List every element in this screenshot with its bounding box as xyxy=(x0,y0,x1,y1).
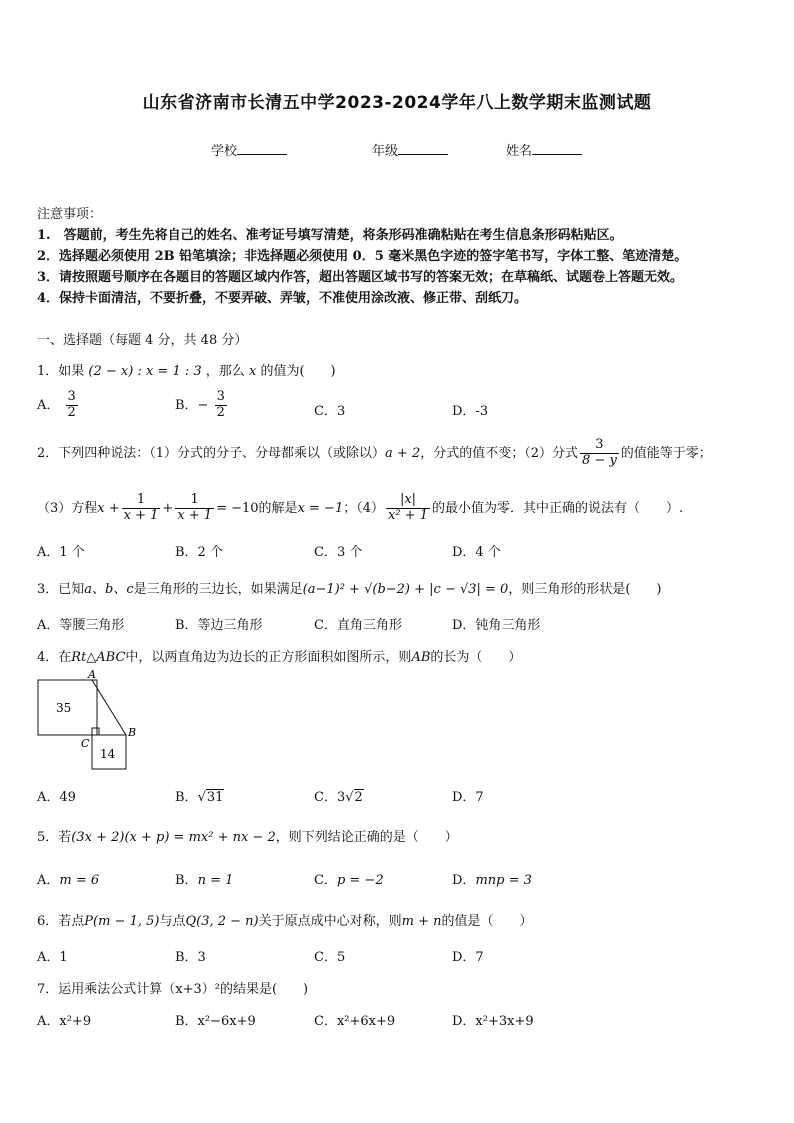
notice-item-2: 2．选择题必须使用 2B 铅笔填涂；非选择题必须使用 0．5 毫米黑色字迹的签字笔书写，字体工整、笔迹清楚。 xyxy=(37,249,688,264)
notice-item-3: 3．请按照题号顺序在各题目的答题区域内作答，超出答题区域书写的答案无效；在草稿纸、试题卷上答题无效。 xyxy=(37,270,684,285)
q2-fraction-1 xyxy=(122,493,161,524)
q3-option-d[interactable]: D．钝角三角形 xyxy=(452,618,541,633)
q4-triangle: Rt△ABC xyxy=(71,650,126,665)
q2-text-g: 的最小值为零．其中正确的说法有（ ）. xyxy=(431,500,684,516)
q2-fraction xyxy=(580,438,619,469)
fraction-denominator: x + 1 xyxy=(177,507,213,523)
q4-option-b-label: B． xyxy=(175,790,198,805)
fraction-numerator: 3 xyxy=(67,389,76,404)
q6-option-c[interactable]: C．5 xyxy=(314,950,346,965)
q5-option-a-label: A． xyxy=(37,873,60,888)
q2-expr: a + 2 xyxy=(385,445,421,461)
square-small-label: 14 xyxy=(100,747,116,761)
q6-option-b[interactable]: B．3 xyxy=(175,950,206,965)
section-heading: 一、选择题（每题 4 分，共 48 分） xyxy=(37,333,248,348)
q5-option-a-expr: m = 6 xyxy=(59,873,100,888)
q2-eq: = −10 xyxy=(216,500,259,516)
q4-option-c[interactable]: C．3√2 xyxy=(314,790,363,805)
q2-sol: x = −1 xyxy=(297,500,344,516)
q5-option-b-expr: n = 1 xyxy=(197,873,234,888)
q3-text-b: 是三角形的三边长，如果满足 xyxy=(133,582,303,597)
q1-num: 1．如果 xyxy=(37,364,85,379)
q3-option-b[interactable]: B．等边三角形 xyxy=(175,618,263,633)
q1-option-a-label: A． xyxy=(37,397,60,413)
grade-field xyxy=(372,140,448,159)
q1-var: x xyxy=(248,364,257,379)
page-title: 山东省济南市长清五中学2023-2024学年八上数学期末监测试题 xyxy=(142,93,652,113)
q6-text-a: 6．若点 xyxy=(37,914,85,929)
notice-item-4: 4．保持卡面清洁，不要折叠，不要弄破、弄皱，不准使用涂改液、修正带、刮纸刀。 xyxy=(37,291,528,306)
q6-option-a[interactable]: A．1 xyxy=(37,950,68,965)
notice-heading: 注意事项： xyxy=(37,207,103,222)
q2-text-d: （3）方程 xyxy=(37,500,98,516)
q6-text-d: 的值是（ ） xyxy=(441,914,533,929)
q1-option-c[interactable]: C．3 xyxy=(314,404,346,419)
q4-option-d[interactable]: D．7 xyxy=(452,790,484,805)
q5-option-b[interactable] xyxy=(175,869,233,888)
question-1 xyxy=(37,360,336,379)
q6-text-c: 关于原点成中心对称，则 xyxy=(258,914,402,929)
q6-mn: m + n xyxy=(401,914,442,929)
q1-option-d[interactable]: D．-3 xyxy=(452,404,489,419)
q5-option-b-label: B． xyxy=(175,873,198,888)
fraction-denominator: x + 1 xyxy=(123,507,159,523)
q1-option-a[interactable] xyxy=(37,390,80,421)
q2-text-f: ；（4） xyxy=(343,500,384,516)
q2-fraction-3 xyxy=(386,493,430,524)
q4-text-a: 4．在 xyxy=(37,650,72,665)
question-2-line-2 xyxy=(37,493,683,524)
q2-plus: + xyxy=(162,500,174,516)
fraction-numerator: 3 xyxy=(580,438,619,454)
notice-item-1: 1. 答题前，考生先将自己的姓名、准考证号填写清楚，将条形码准确粘贴在考生信息条形码粘贴区。 xyxy=(37,228,623,243)
q2-text-b: ，分式的值不变；（2）分式 xyxy=(420,445,579,461)
q3-text-a: 3．已知 xyxy=(37,582,85,597)
question-6 xyxy=(37,910,533,929)
q4-text-b: 中，以两直角边为边长的正方形面积如图所示，则 xyxy=(125,650,412,665)
q2-text-e: 的解是 xyxy=(258,500,298,516)
q4-option-c-radicand: 2 xyxy=(354,790,363,805)
q2-text-c: 的值能等于零； xyxy=(620,445,712,461)
q4-option-b-radicand: 31 xyxy=(206,790,224,805)
school-label: 学校 xyxy=(211,144,238,159)
q4-option-b[interactable]: B．√31 xyxy=(175,790,224,805)
q3-option-c[interactable]: C．直角三角形 xyxy=(314,618,402,633)
fraction-numerator: 1 xyxy=(175,493,214,509)
q1-option-b-label: B．− xyxy=(175,397,209,413)
q5-option-d[interactable] xyxy=(452,869,532,888)
q6-text-b: 与点 xyxy=(159,914,186,929)
fraction-denominator: x² + 1 xyxy=(388,507,428,523)
fraction-denominator: 2 xyxy=(67,404,76,420)
vertex-c-label: C xyxy=(81,737,90,750)
q2-text-a: 2．下列四种说法：（1）分式的分子、分母都乘以（或除以） xyxy=(37,445,386,461)
q5-option-c[interactable] xyxy=(314,869,384,888)
square-big-label: 35 xyxy=(56,701,72,715)
name-field xyxy=(506,140,582,159)
q2-option-c[interactable]: C．3 个 xyxy=(314,545,363,560)
q6-option-d[interactable]: D．7 xyxy=(452,950,484,965)
school-blank xyxy=(237,142,287,155)
q2-x: x + xyxy=(97,500,120,516)
q1-ratio: (2 − x) : x = 1 : 3 xyxy=(88,364,202,379)
q1-option-b[interactable] xyxy=(175,390,229,421)
q6-point-p: P(m − 1, 5) xyxy=(84,914,160,929)
fraction-denominator: 2 xyxy=(216,404,225,420)
q5-option-d-label: D． xyxy=(452,873,476,888)
q2-option-d[interactable]: D．4 个 xyxy=(452,545,501,560)
question-2-line-1 xyxy=(37,438,712,469)
name-blank xyxy=(532,142,582,155)
q2-option-a[interactable]: A．1 个 xyxy=(37,545,85,560)
q5-option-c-expr: p = −2 xyxy=(336,873,384,888)
q4-option-c-label: C．3 xyxy=(314,790,346,805)
q1-end: 的值为( ) xyxy=(260,364,336,379)
q1-option-b-fraction xyxy=(215,390,227,421)
q4-figure xyxy=(30,668,140,772)
q3-text-c: ，则三角形的形状是( ) xyxy=(508,582,662,597)
fraction-numerator: 3 xyxy=(216,389,225,404)
q4-text-c: 的长为（ ） xyxy=(430,650,522,665)
name-label: 姓名 xyxy=(506,144,533,159)
q3-option-a[interactable]: A．等腰三角形 xyxy=(37,618,125,633)
grade-label: 年级 xyxy=(372,144,399,159)
q4-option-a[interactable]: A．49 xyxy=(37,790,76,805)
q3-vars: a、b、c xyxy=(84,582,134,597)
q5-option-a[interactable] xyxy=(37,869,99,888)
question-3 xyxy=(37,578,662,597)
vertex-b-label: B xyxy=(128,726,137,739)
q5-option-d-expr: mnp = 3 xyxy=(475,873,532,888)
q3-expr: (a−1)² + √(b−2) + |c − √3| = 0 xyxy=(302,582,509,597)
q5-expr: (3x + 2)(x + p) = mx² + nx − 2 xyxy=(71,830,276,845)
q7-option-a[interactable]: A．x²+9 xyxy=(37,1014,92,1029)
q7-option-b[interactable]: B．x²−6x+9 xyxy=(175,1014,256,1029)
q2-fraction-2 xyxy=(175,493,214,524)
q6-point-q: Q(3, 2 − n) xyxy=(185,914,259,929)
q5-text-a: 5．若 xyxy=(37,830,72,845)
q5-option-c-label: C． xyxy=(314,873,337,888)
q2-option-b[interactable]: B．2 个 xyxy=(175,545,223,560)
right-angle-mark xyxy=(92,728,99,735)
fraction-numerator: 1 xyxy=(122,493,161,509)
vertex-a-label: A xyxy=(88,668,96,681)
q1-mid: ，那么 xyxy=(205,364,245,379)
q5-text-b: ，则下列结论正确的是（ ） xyxy=(275,830,458,845)
grade-blank xyxy=(398,142,448,155)
question-4 xyxy=(37,646,521,665)
q7-option-c[interactable]: C．x²+6x+9 xyxy=(314,1014,396,1029)
q4-ab: AB xyxy=(411,650,431,665)
question-5 xyxy=(37,826,458,845)
school-field xyxy=(211,140,287,159)
fraction-numerator: |x| xyxy=(386,493,430,509)
fraction-denominator: 8 − y xyxy=(582,452,617,468)
q7-option-d[interactable]: D．x²+3x+9 xyxy=(452,1014,534,1029)
q1-option-a-fraction xyxy=(66,390,78,421)
question-7: 7．运用乘法公式计算（x+3）²的结果是( ) xyxy=(37,982,309,997)
